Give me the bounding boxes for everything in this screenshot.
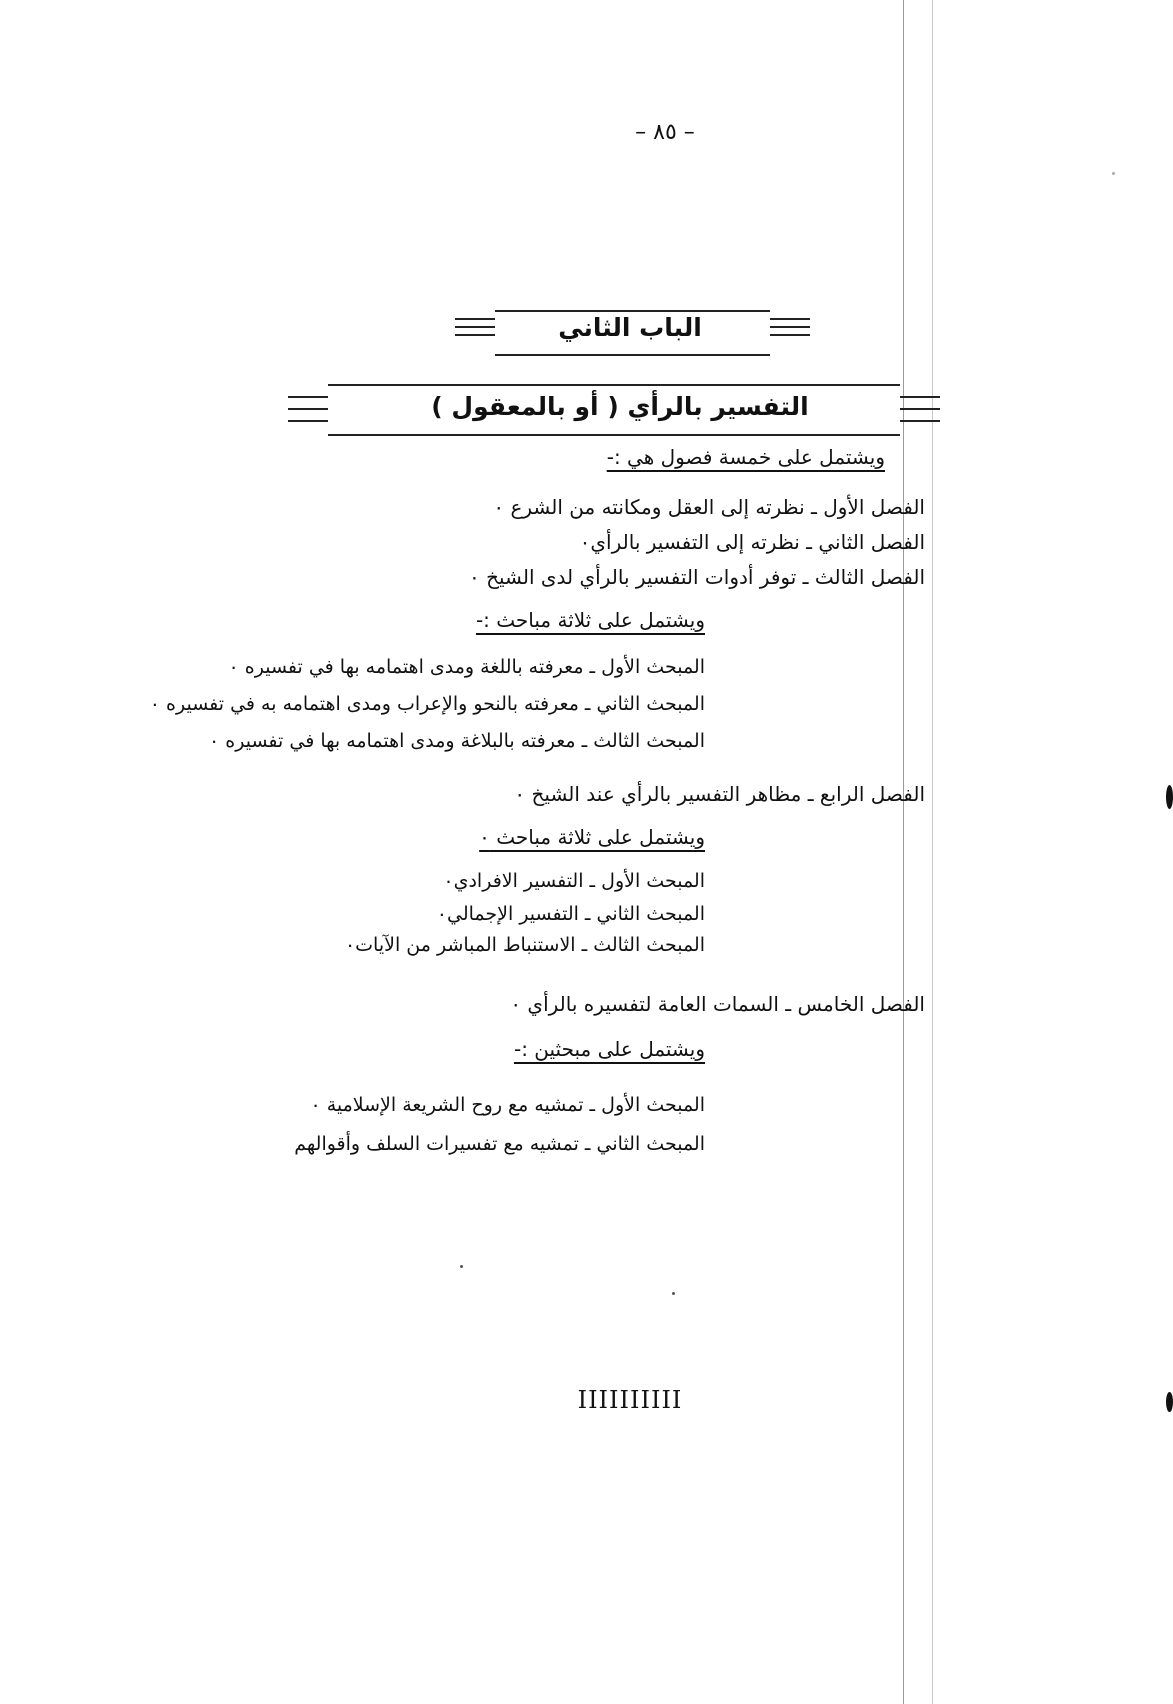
chapter4-section-3: المبحث الثالث ـ الاستنباط المباشر من الآيات٠: [344, 934, 705, 956]
chapter5-sections-intro: ويشتمل على مبحثين :-: [513, 1037, 705, 1061]
chapter4-sections-intro: ويشتمل على ثلاثة مباحث ٠: [479, 825, 705, 849]
chapter-3: الفصل الثالث ـ توفر أدوات التفسير بالرأي لدى الشيخ ٠: [469, 565, 925, 589]
decorative-rule: [495, 310, 770, 312]
scan-edge-mark: [1166, 1392, 1173, 1412]
decorative-rule: [288, 396, 328, 398]
chapter-2: الفصل الثاني ـ نظرته إلى التفسير بالرأي٠: [579, 530, 925, 554]
chapter-5: الفصل الخامس ـ السمات العامة لتفسيره بالرأي ٠: [510, 992, 925, 1016]
page-number: – ٨٥ –: [635, 120, 695, 145]
chapter-1: الفصل الأول ـ نظرته إلى العقل ومكانته من الشرع ٠: [493, 495, 925, 519]
scan-speck: [672, 1292, 675, 1295]
decorative-rule: [455, 318, 495, 320]
chapter3-sections-intro: ويشتمل على ثلاثة مباحث :-: [475, 608, 705, 632]
scan-speck: [460, 1265, 463, 1268]
bab-title: الباب الثاني: [558, 313, 702, 342]
binding-line: [903, 0, 904, 1704]
decorative-rule: [455, 334, 495, 336]
decorative-rule: [770, 326, 810, 328]
binding-line: [932, 0, 933, 1704]
scan-speck: [1112, 172, 1115, 175]
decorative-rule: [288, 408, 328, 410]
decorative-rule: [455, 326, 495, 328]
chapter4-section-1: المبحث الأول ـ التفسير الافرادي٠: [443, 870, 705, 892]
decorative-rule: [770, 334, 810, 336]
scan-edge-mark: [1166, 785, 1173, 809]
separator-marks: IIIIIIIIII: [577, 1386, 683, 1414]
chapter3-section-3: المبحث الثالث ـ معرفته بالبلاغة ومدى اهتمامه بها في تفسيره ٠: [209, 730, 705, 752]
chapter-4: الفصل الرابع ـ مظاهر التفسير بالرأي عند الشيخ ٠: [514, 782, 925, 806]
decorative-rule: [288, 420, 328, 422]
chapter3-section-1: المبحث الأول ـ معرفته باللغة ومدى اهتمامه بها في تفسيره ٠: [228, 656, 705, 678]
decorative-rule: [328, 434, 900, 436]
decorative-rule: [770, 318, 810, 320]
decorative-rule: [328, 384, 900, 386]
chapter5-section-1: المبحث الأول ـ تمشيه مع روح الشريعة الإسلامية ٠: [310, 1094, 705, 1116]
chapter3-section-2: المبحث الثاني ـ معرفته بالنحو والإعراب ومدى اهتمامه به في تفسيره ٠: [149, 693, 705, 715]
decorative-rule: [495, 354, 770, 356]
chapters-intro: ويشتمل على خمسة فصول هي :-: [606, 445, 885, 469]
chapter5-section-2: المبحث الثاني ـ تمشيه مع تفسيرات السلف وأقوالهم: [294, 1133, 705, 1155]
chapter4-section-2: المبحث الثاني ـ التفسير الإجمالي٠: [436, 903, 705, 925]
topic-title: التفسير بالرأي ( أو بالمعقول ): [431, 392, 809, 421]
